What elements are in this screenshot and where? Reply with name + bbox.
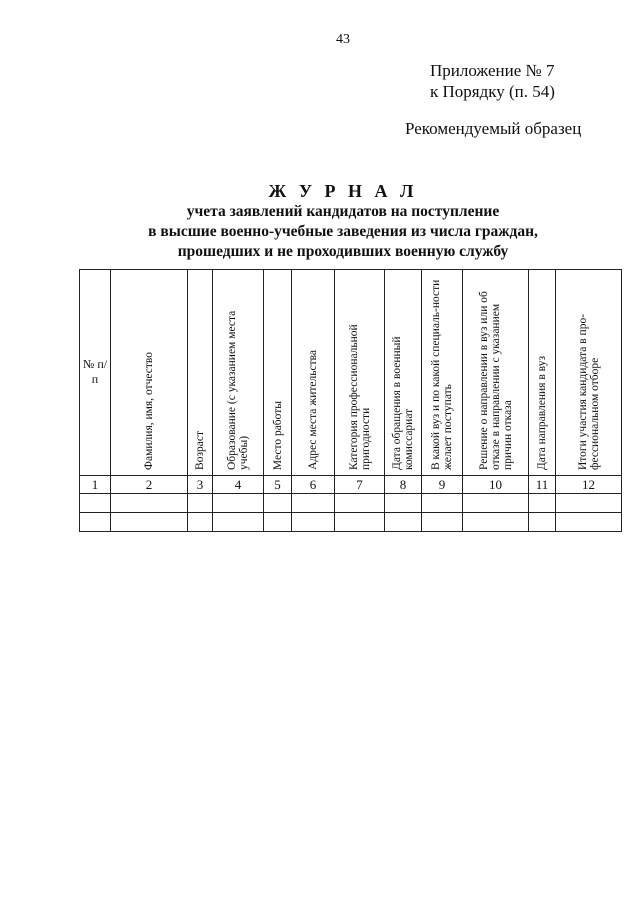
column-header-label: Адрес места жительства [307, 350, 319, 470]
table-cell [422, 494, 463, 513]
column-header [422, 270, 463, 476]
column-header-label: Решение о направлении в вуз или об отказе в направлении с указанием причин отказа [477, 291, 514, 470]
table-cell [385, 513, 422, 532]
table-cell [111, 513, 188, 532]
appendix-number: Приложение № 7 [430, 61, 555, 80]
column-number: 2 [111, 476, 188, 494]
column-header [292, 270, 335, 476]
table-cell [292, 513, 335, 532]
title-line-1: учета заявлений кандидатов на поступление [186, 203, 500, 220]
column-header-label: Фамилия, имя, отчество [143, 351, 155, 470]
table-cell [335, 513, 385, 532]
column-number: 10 [463, 476, 529, 494]
table-cell [556, 513, 622, 532]
table-cell [463, 513, 529, 532]
column-header [111, 270, 188, 476]
table-cell [80, 513, 111, 532]
column-number: 12 [556, 476, 622, 494]
column-header-label: Место работы [271, 400, 284, 470]
column-number: 8 [385, 476, 422, 494]
table-cell [213, 513, 264, 532]
table-row [80, 494, 622, 513]
table-cell [529, 513, 556, 532]
column-header-label: № п/п [82, 357, 108, 386]
table-cell [529, 494, 556, 513]
table-cell [292, 494, 335, 513]
column-header-label: В какой вуз и по какой специаль-ности желает поступать [430, 279, 454, 470]
column-header-label: Образование (с указанием места учебы) [226, 310, 250, 470]
column-number: 6 [292, 476, 335, 494]
table-cell [264, 513, 292, 532]
table-cell [188, 513, 213, 532]
table-cell [264, 494, 292, 513]
table-cell [385, 494, 422, 513]
column-number: 4 [213, 476, 264, 494]
column-header [556, 270, 622, 476]
column-header-label: Возраст [194, 431, 206, 470]
column-header [335, 270, 385, 476]
column-header-label: Дата обращения в военный комиссариат [391, 336, 415, 470]
table-header-row [80, 270, 622, 476]
column-header [264, 270, 292, 476]
column-number: 11 [529, 476, 556, 494]
column-number-row [80, 476, 622, 494]
column-number: 3 [188, 476, 213, 494]
column-header [188, 270, 213, 476]
appendix-order-reference: к Порядку (п. 54) [430, 82, 555, 101]
table-cell [556, 494, 622, 513]
column-number: 9 [422, 476, 463, 494]
table-cell [335, 494, 385, 513]
column-number: 5 [264, 476, 292, 494]
appendix-reference [430, 60, 555, 102]
column-number: 7 [335, 476, 385, 494]
column-header [385, 270, 422, 476]
table-cell [80, 494, 111, 513]
column-header [80, 270, 111, 476]
title-line-3: прошедших и не проходивших военную службу [177, 243, 509, 260]
table-cell [188, 494, 213, 513]
title-main: Ж У Р Н А Л [268, 181, 418, 201]
column-header-label: Итоги участия кандидата в про-фессиональном отборе [576, 313, 601, 470]
document-title [0, 180, 640, 262]
title-line-2: в высшие военно-учебные заведения из числа граждан, [148, 223, 538, 240]
column-number: 1 [80, 476, 111, 494]
column-header [463, 270, 529, 476]
column-header-label: Категория профессиональной пригодности [347, 324, 372, 470]
journal-table [79, 269, 622, 532]
page-number: 43 [336, 32, 350, 47]
table-row [80, 513, 622, 532]
column-header [213, 270, 264, 476]
table-cell [213, 494, 264, 513]
column-header-label: Дата направления в вуз [536, 355, 548, 470]
column-header [529, 270, 556, 476]
sample-label: Рекомендуемый образец [405, 119, 582, 138]
table-cell [422, 513, 463, 532]
table-cell [111, 494, 188, 513]
table-cell [463, 494, 529, 513]
